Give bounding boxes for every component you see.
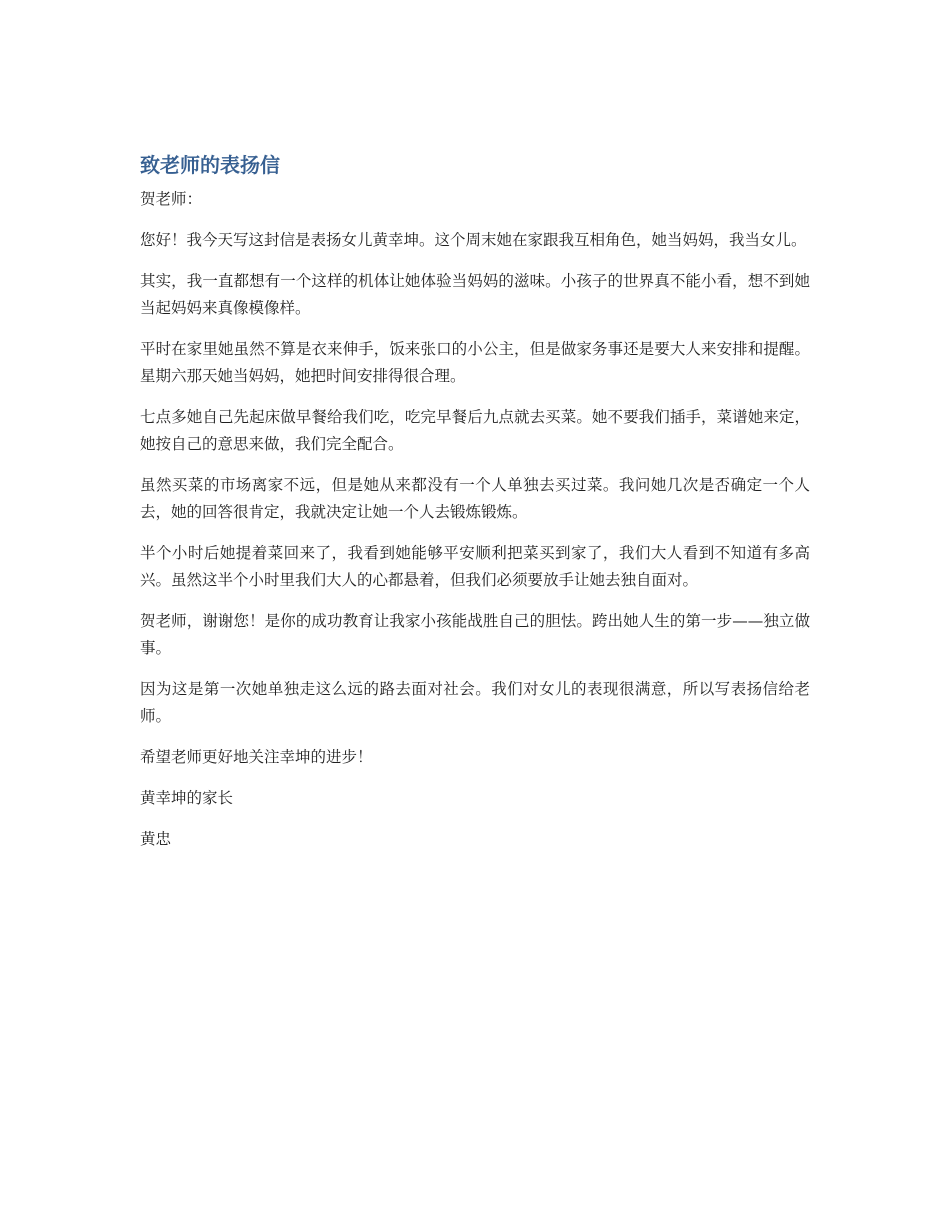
letter-paragraph: 您好！我今天写这封信是表扬女儿黄幸坤。这个周末她在家跟我互相角色，她当妈妈，我当女儿。 [140, 231, 807, 249]
letter-body [140, 150, 810, 867]
letter-paragraph: 其实，我一直都想有一个这样的机体让她体验当妈妈的滋味。小孩子的世界真不能小看，想不到她当起妈妈来真像模像样。 [140, 272, 810, 317]
letter-paragraph: 虽然买菜的市场离家不远，但是她从来都没有一个人单独去买过菜。我问她几次是否确定一个人去，她的回答很肯定，我就决定让她一个人去锻炼锻炼。 [140, 476, 810, 521]
signature-line: 黄幸坤的家长 [140, 789, 234, 807]
letter-paragraph: 平时在家里她虽然不算是衣来伸手，饭来张口的小公主，但是做家务事还是要大人来安排和提醒。星期六那天她当妈妈，她把时间安排得很合理。 [140, 340, 810, 385]
signature-name: 黄忠 [140, 830, 172, 848]
letter-paragraph: 希望老师更好地关注幸坤的进步！ [140, 748, 373, 766]
letter-paragraph: 因为这是第一次她单独走这么远的路去面对社会。我们对女儿的表现很满意，所以写表扬信给老师。 [140, 680, 810, 725]
letter-paragraph: 贺老师，谢谢您！是你的成功教育让我家小孩能战胜自己的胆怯。跨出她人生的第一步——独立做事。 [140, 612, 810, 657]
letter-title: 致老师的表扬信 [140, 153, 280, 177]
letter-salutation: 贺老师： [140, 190, 203, 208]
letter-paragraph: 半个小时后她提着菜回来了，我看到她能够平安顺利把菜买到家了，我们大人看到不知道有多高兴。虽然这半个小时里我们大人的心都悬着，但我们必须要放手让她去独自面对。 [140, 544, 810, 589]
letter-paragraph: 七点多她自己先起床做早餐给我们吃，吃完早餐后九点就去买菜。她不要我们插手，菜谱她来定，她按自己的意思来做，我们完全配合。 [140, 408, 810, 453]
